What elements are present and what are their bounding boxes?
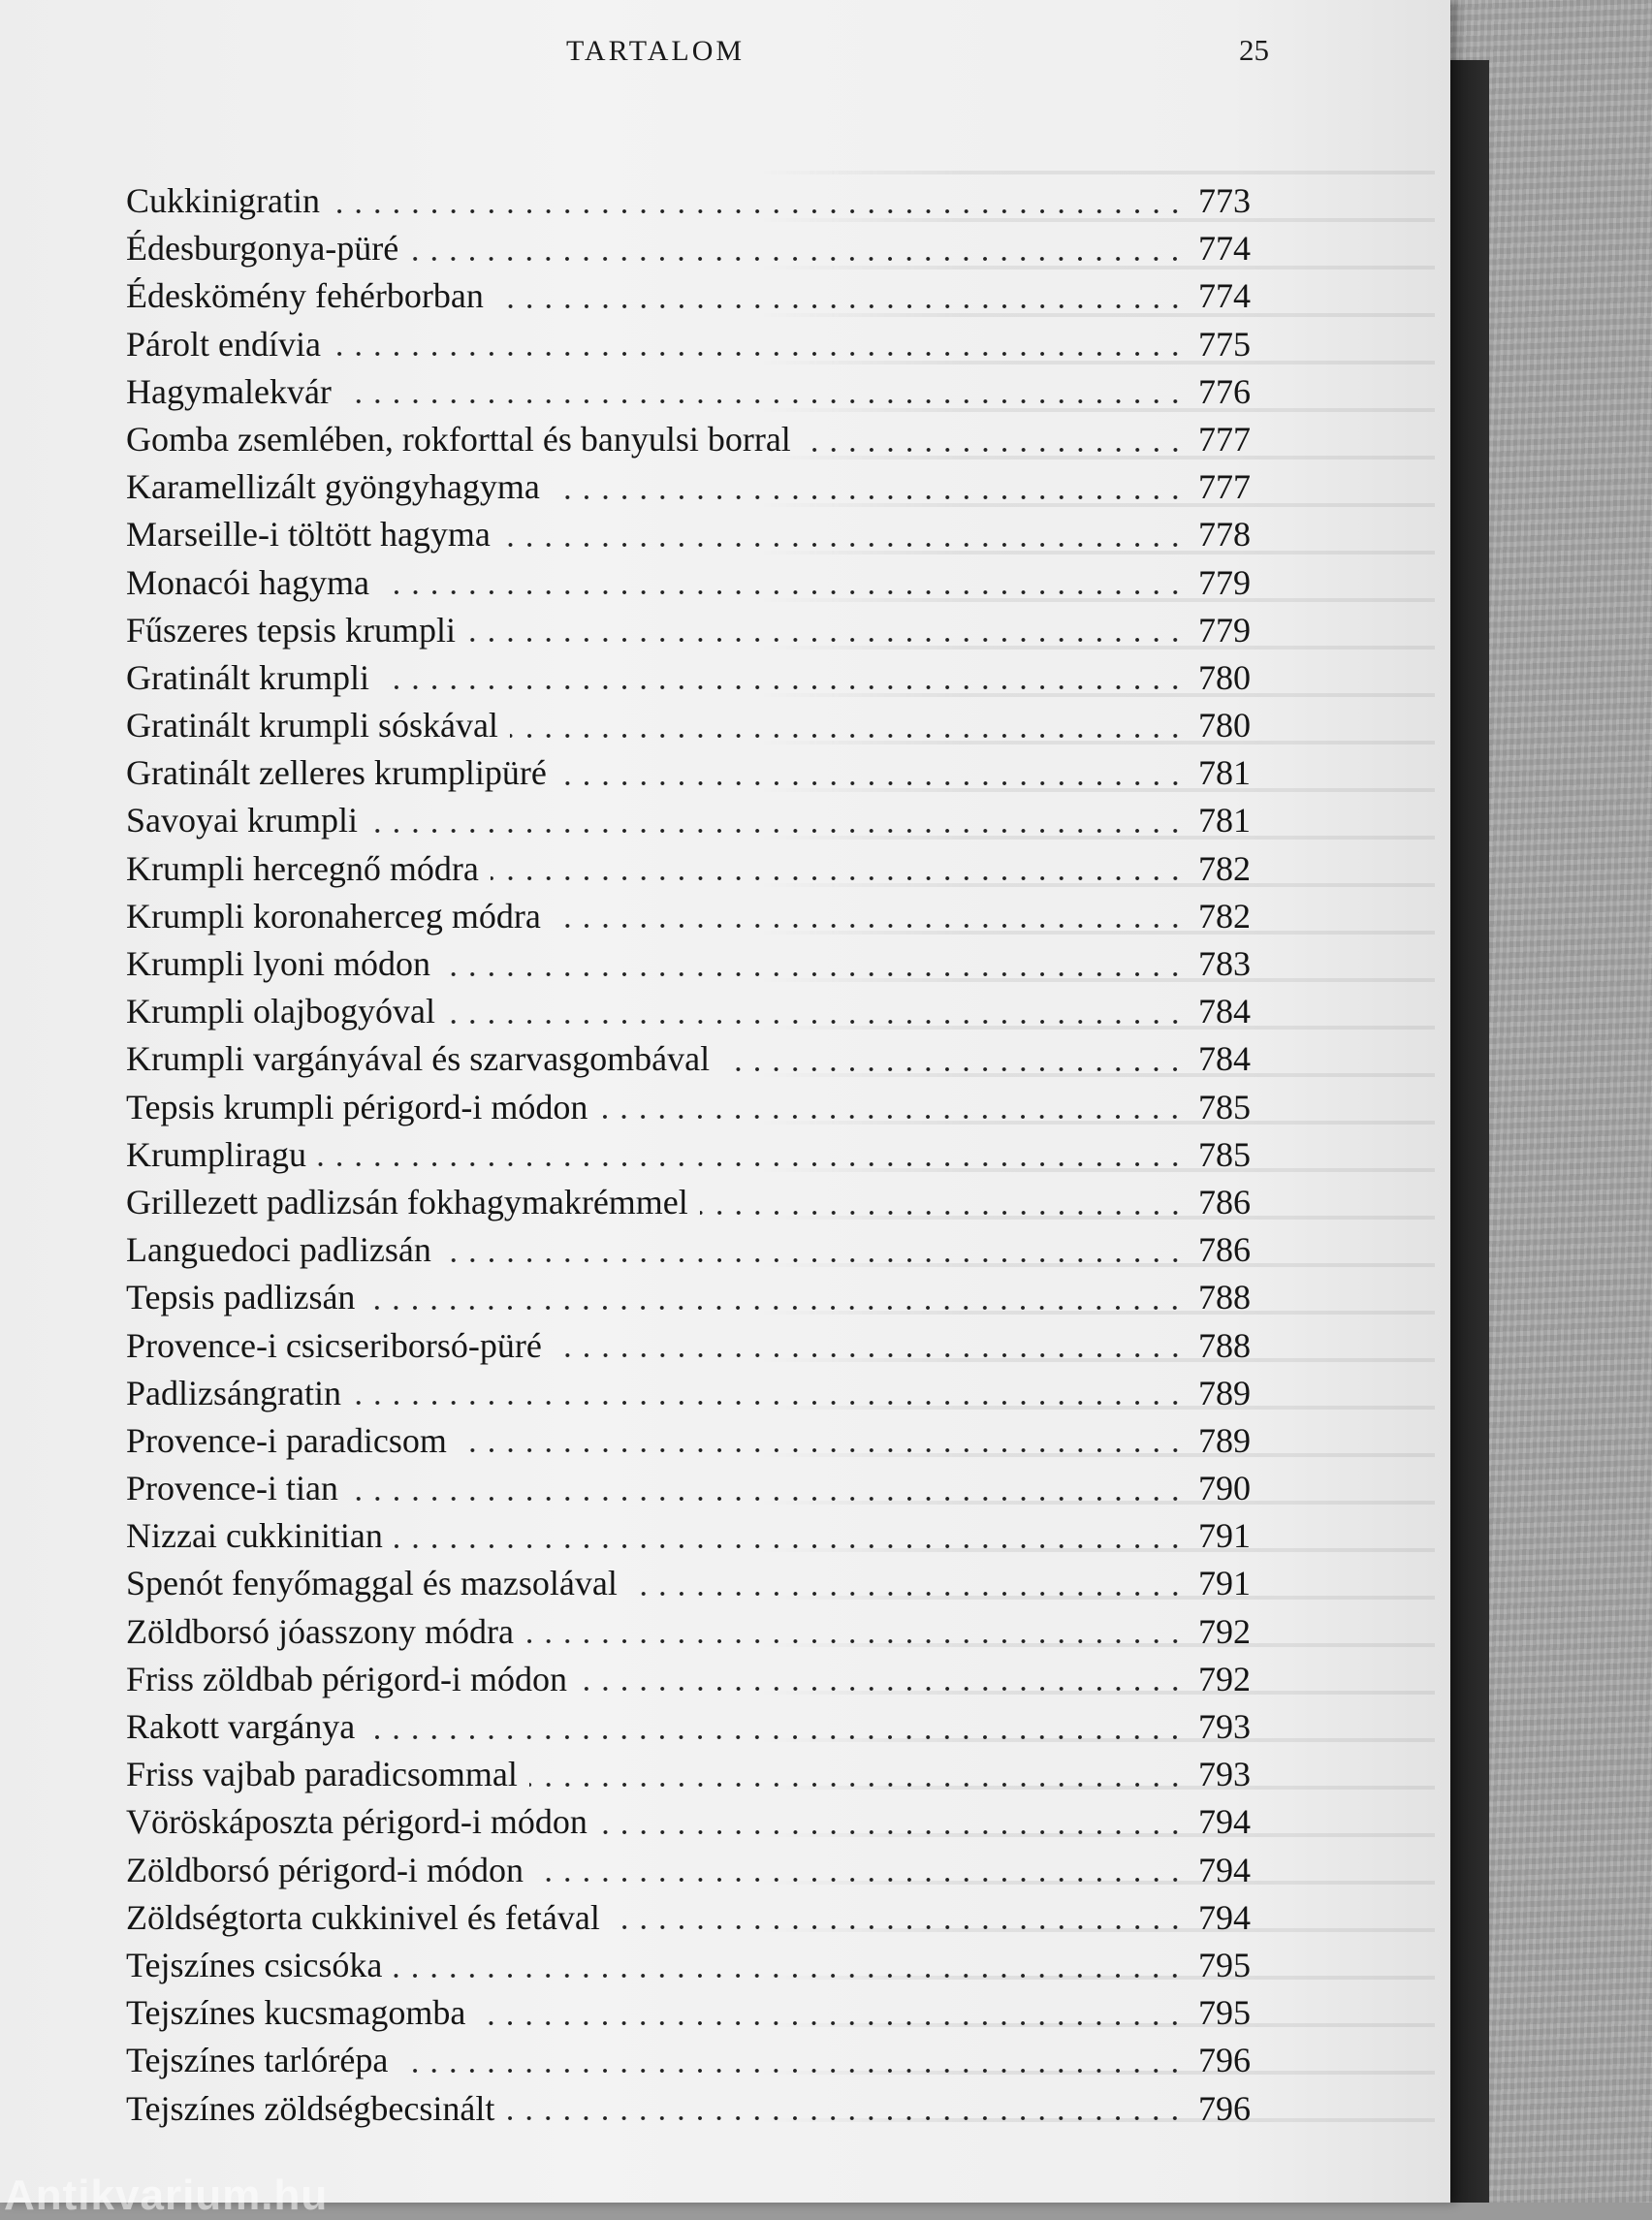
- toc-entry-page: 790: [1198, 1469, 1251, 1508]
- toc-entry-page: 779: [1198, 610, 1251, 650]
- toc-entry-title: Nizzai cukkinitian: [126, 1516, 383, 1556]
- toc-entry-page: 793: [1198, 1755, 1251, 1794]
- toc-entry: [126, 1563, 1251, 1610]
- toc-entry-page: 783: [1198, 944, 1251, 983]
- dot-leader: [558, 779, 1185, 787]
- toc-entry: [126, 1801, 1251, 1849]
- toc-entry-title: Monacói hagyma: [126, 562, 369, 602]
- toc-entry: [126, 419, 1251, 466]
- toc-entry-title: Krumpli koronaherceg módra: [126, 896, 541, 936]
- toc-entry: [126, 514, 1251, 561]
- toc-entry-title: Párolt endívia: [126, 324, 321, 364]
- toc-entry-page: 773: [1198, 181, 1251, 220]
- toc-entry-page: 777: [1198, 467, 1251, 507]
- dot-leader: [553, 922, 1185, 930]
- toc-entry: [126, 896, 1251, 943]
- toc-entry-page: 784: [1198, 992, 1251, 1031]
- dot-leader: [599, 1113, 1185, 1121]
- toc-entry-page: 789: [1198, 1373, 1251, 1412]
- toc-entry-title: Grillezett padlizsán fokhagymakrémmel: [126, 1182, 688, 1221]
- toc-entry-page: 794: [1198, 1850, 1251, 1889]
- toc-entry-page: 784: [1198, 1039, 1251, 1079]
- toc-entry-page: 776: [1198, 371, 1251, 411]
- dot-leader: [366, 1733, 1185, 1741]
- toc-entry: [126, 1277, 1251, 1324]
- toc-entry-title: Krumpli hercegnő módra: [126, 848, 479, 888]
- toc-entry-title: Karamellizált gyöngyhagyma: [126, 467, 540, 507]
- toc-entry: [126, 1659, 1251, 1706]
- toc-entry-title: Savoyai krumpli: [126, 801, 358, 840]
- toc-entry-title: Gratinált krumpli sóskával: [126, 706, 498, 745]
- toc-entry-title: Padlizsángratin: [126, 1373, 341, 1412]
- toc-entry-title: Hagymalekvár: [126, 371, 332, 411]
- toc-entry-title: Languedoci padlizsán: [126, 1230, 431, 1270]
- toc-entry-title: Cukkinigratin: [126, 181, 320, 220]
- toc-entry-page: 775: [1198, 324, 1251, 364]
- toc-entry-page: 789: [1198, 1420, 1251, 1460]
- page-number: 25: [1239, 33, 1269, 67]
- toc-entry-page: 785: [1198, 1087, 1251, 1126]
- toc-entry: [126, 800, 1251, 847]
- dot-leader: [629, 1590, 1185, 1598]
- toc-entry-title: Tejszínes tarlórépa: [126, 2041, 389, 2080]
- dot-leader: [700, 1209, 1185, 1217]
- dot-leader: [459, 1446, 1185, 1454]
- toc-entry: [126, 1611, 1251, 1659]
- toc-entry: [126, 228, 1251, 275]
- toc-entry-title: Tejszínes csicsóka: [126, 1945, 383, 1984]
- toc-entry-title: Krumpli lyoni módon: [126, 944, 430, 983]
- toc-entry-title: Provence-i tian: [126, 1469, 338, 1508]
- dot-leader: [579, 1685, 1185, 1693]
- dot-leader: [599, 1828, 1185, 1836]
- toc-entry-page: 774: [1198, 276, 1251, 316]
- toc-entry: [126, 1754, 1251, 1801]
- toc-entry-page: 777: [1198, 419, 1251, 459]
- toc-entry: [126, 324, 1251, 371]
- toc-entry-page: 781: [1198, 753, 1251, 793]
- toc-entry: [126, 371, 1251, 419]
- dot-leader: [410, 255, 1185, 263]
- toc-entry: [126, 1897, 1251, 1945]
- dot-leader: [467, 636, 1185, 644]
- toc-entry: [126, 1325, 1251, 1373]
- toc-entry: [126, 991, 1251, 1038]
- toc-entry-page: 785: [1198, 1134, 1251, 1174]
- toc-entry-title: Rakott vargánya: [126, 1707, 356, 1746]
- toc-entry-title: Vöröskáposzta périgord-i módon: [126, 1802, 588, 1842]
- dot-leader: [369, 827, 1185, 835]
- toc-entry-title: Spenót fenyőmaggal és mazsolával: [126, 1564, 618, 1603]
- toc-entry: [126, 752, 1251, 800]
- dot-leader: [535, 1876, 1185, 1884]
- toc-entry-title: Zöldségtorta cukkinivel és fetával: [126, 1897, 600, 1937]
- dot-leader: [721, 1065, 1185, 1073]
- toc-entry-title: Tejszínes zöldségbecsinált: [126, 2088, 495, 2128]
- toc-entry: [126, 562, 1251, 610]
- toc-entry-title: Tepsis krumpli périgord-i módon: [126, 1087, 588, 1126]
- toc-entry-page: 779: [1198, 562, 1251, 602]
- dot-leader: [552, 493, 1185, 501]
- toc-entry-page: 795: [1198, 1945, 1251, 1984]
- dot-leader: [399, 2067, 1185, 2075]
- dot-leader: [443, 1256, 1185, 1264]
- dot-leader: [332, 207, 1185, 215]
- toc-entry-page: 791: [1198, 1564, 1251, 1603]
- toc-entry-title: Krumpli olajbogyóval: [126, 992, 435, 1031]
- dot-leader: [366, 1304, 1185, 1312]
- toc-entry-title: Gratinált krumpli: [126, 657, 369, 697]
- toc-entry: [126, 1038, 1251, 1086]
- toc-entry: [126, 943, 1251, 991]
- dot-leader: [333, 350, 1185, 358]
- dot-leader: [447, 1018, 1185, 1026]
- toc-entry: [126, 1468, 1251, 1515]
- dot-leader: [318, 1160, 1185, 1168]
- toc-entry: [126, 610, 1251, 657]
- dot-leader: [502, 541, 1185, 549]
- toc-entry: [126, 657, 1251, 705]
- dot-leader: [395, 1542, 1185, 1550]
- dot-leader: [506, 2114, 1185, 2122]
- toc-entry-page: 792: [1198, 1611, 1251, 1651]
- toc-entry-title: Édeskömény fehérborban: [126, 276, 484, 316]
- toc-entry: [126, 1182, 1251, 1229]
- toc-entry-page: 778: [1198, 515, 1251, 555]
- toc-entry-page: 782: [1198, 896, 1251, 936]
- toc-entry-page: 796: [1198, 2041, 1251, 2080]
- dot-leader: [353, 1399, 1185, 1407]
- toc-entry-page: 782: [1198, 848, 1251, 888]
- dot-leader: [477, 2019, 1185, 2027]
- dot-leader: [350, 1495, 1185, 1503]
- dot-leader: [343, 397, 1185, 405]
- dot-leader: [554, 1351, 1185, 1359]
- toc-entry-title: Fűszeres tepsis krumpli: [126, 610, 456, 650]
- toc-entry: [126, 180, 1251, 228]
- toc-entry: [126, 1992, 1251, 2040]
- toc-entry: [126, 1420, 1251, 1468]
- toc-entry: [126, 275, 1251, 323]
- dot-leader: [442, 970, 1185, 978]
- toc-entry-title: Krumpliragu: [126, 1134, 306, 1174]
- toc-entry-title: Tejszínes kucsmagomba: [126, 1993, 466, 2033]
- toc-entry: [126, 1515, 1251, 1563]
- toc-entry: [126, 1373, 1251, 1420]
- toc-entry-page: 788: [1198, 1278, 1251, 1317]
- dot-leader: [612, 1923, 1185, 1931]
- toc-entry-page: 788: [1198, 1325, 1251, 1365]
- toc-entry: [126, 1706, 1251, 1754]
- toc-entry-title: Provence-i paradicsom: [126, 1420, 447, 1460]
- dot-leader: [381, 588, 1185, 596]
- toc-entry: [126, 705, 1251, 752]
- toc-entry-title: Krumpli vargányával és szarvasgombával: [126, 1039, 711, 1079]
- toc-entry-page: 774: [1198, 229, 1251, 269]
- running-title: TARTALOM: [566, 35, 746, 67]
- toc-entry-title: Friss vajbab paradicsommal: [126, 1755, 518, 1794]
- toc-entry-page: 793: [1198, 1707, 1251, 1746]
- toc-entry-title: Tepsis padlizsán: [126, 1278, 356, 1317]
- toc-entry-page: 796: [1198, 2088, 1251, 2128]
- toc-entry: [126, 848, 1251, 896]
- watermark: Antikvarium.hu: [4, 2172, 329, 2219]
- dot-leader: [803, 446, 1185, 454]
- toc-entry: [126, 1134, 1251, 1182]
- toc-entry-page: 780: [1198, 706, 1251, 745]
- toc-entry-title: Zöldborsó jóasszony módra: [126, 1611, 514, 1651]
- toc-entry: [126, 466, 1251, 514]
- toc-entry-page: 780: [1198, 657, 1251, 697]
- toc-entry-title: Provence-i csicseriborsó-püré: [126, 1325, 542, 1365]
- toc-entry-page: 795: [1198, 1993, 1251, 2033]
- dot-leader: [529, 1781, 1185, 1789]
- toc-entry: [126, 2040, 1251, 2087]
- dot-leader: [510, 732, 1185, 740]
- toc-entry: [126, 1945, 1251, 1992]
- toc-entry-title: Gomba zsemlében, rokforttal és banyulsi borral: [126, 419, 791, 459]
- toc-entry: [126, 1087, 1251, 1134]
- toc-entry-page: 786: [1198, 1230, 1251, 1270]
- toc-entry: [126, 2088, 1251, 2136]
- toc-entry-title: Friss zöldbab périgord-i módon: [126, 1659, 567, 1698]
- dot-leader: [525, 1637, 1185, 1645]
- toc-entry-page: 794: [1198, 1897, 1251, 1937]
- toc-entry: [126, 1850, 1251, 1897]
- dot-leader: [495, 302, 1185, 310]
- toc-entry-page: 792: [1198, 1659, 1251, 1698]
- toc-entry-title: Marseille-i töltött hagyma: [126, 515, 491, 555]
- dot-leader: [381, 683, 1185, 691]
- toc-entry: [126, 1229, 1251, 1277]
- toc-entry-page: 794: [1198, 1802, 1251, 1842]
- toc-entry-title: Zöldborsó périgord-i módon: [126, 1850, 524, 1889]
- toc-entry-title: Édesburgonya-püré: [126, 229, 399, 269]
- page-header: [0, 35, 1450, 74]
- toc-entry-page: 781: [1198, 801, 1251, 840]
- toc-entry-title: Gratinált zelleres krumplipüré: [126, 753, 547, 793]
- toc-entry-page: 786: [1198, 1182, 1251, 1221]
- toc-entry-page: 791: [1198, 1516, 1251, 1556]
- dot-leader: [394, 1972, 1185, 1980]
- dot-leader: [491, 874, 1185, 882]
- table-of-contents: [126, 180, 1251, 2136]
